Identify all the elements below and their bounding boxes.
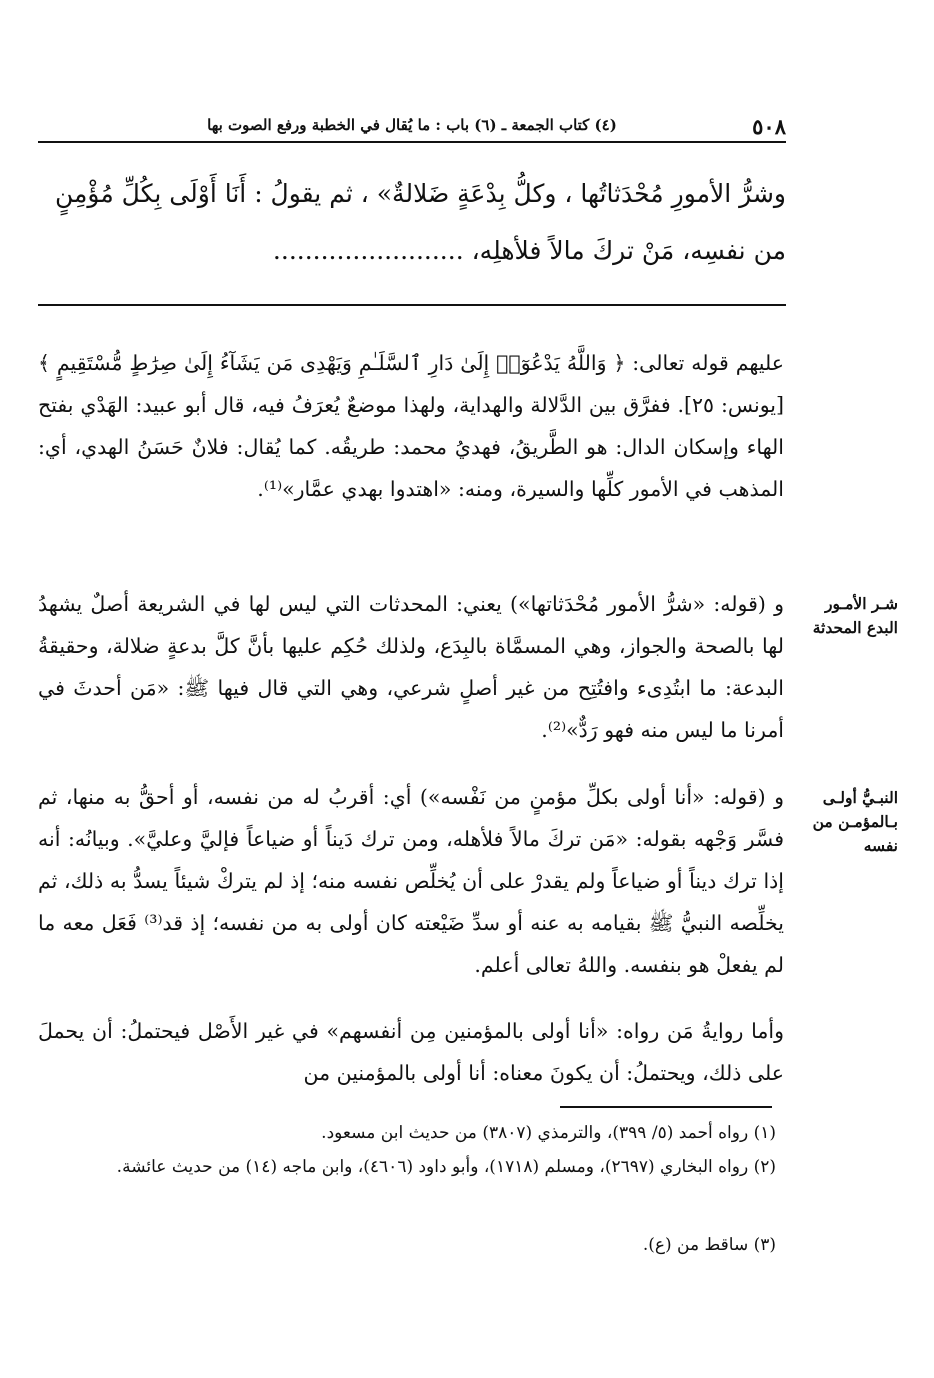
- footnote-2: (٢) رواه البخاري (٢٦٩٧)، ومسلم (١٧١٨)، وأبو داود (٤٦٠٦)، وابن ماجه (١٤) من حديث عائشة.: [116, 1157, 776, 1177]
- hadith-text: [38, 165, 786, 279]
- page-header: [38, 100, 786, 140]
- running-title: (٤) كتاب الجمعة ـ (٦) باب : ما يُقال في الخطبة ورفع الصوت بها: [207, 116, 617, 134]
- commentary-paragraph-1: عليهم قوله تعالى: ﴿ وَاللَّهُ يَدْعُوٓا۟ إِلَىٰ دَارِ ٱلسَّلَـٰمِ وَيَهْدِى مَن يَشَآءُ إِلَىٰ صِرَٰطٍ مُّسْتَقِيمٍ ﴾ [يونس: ٢٥]. ففرَّق بين الدَّلالة والهداية، ولهذا موضعٌ يُعرَفُ فيه، قال أبو عبيد: الهَدْي بفتح الهاء وإسكان الدال: هو الطَّريقُ، فهديُ محمد: طريقُه. كما يُقال: فلانٌ حَسَنُ الهدي، أي: المذهب في الأمور كلِّها والسيرة، ومنه: «اهتدوا بهدي عمَّار»⁽¹⁾.: [38, 351, 784, 501]
- hadith-line-2-text: من نفسِه، مَنْ تركَ مالاً فلأهلِه،: [471, 236, 786, 265]
- footnote-1: (١) رواه أحمد (٥/ ٣٩٩)، والترمذي (٣٨٠٧) من حديث ابن مسعود.: [321, 1123, 776, 1143]
- footnote-3: (٣) ساقط من (ع).: [642, 1235, 776, 1255]
- margin-note-prophet-closer: النبـيُّ أولـى بـالمؤمـن من نفسه: [812, 788, 898, 855]
- commentary-paragraph-2: و (قوله: «شرُّ الأمور مُحْدَثاتها») يعني: المحدثات التي ليس لها في الشريعة أصلٌ يشهدُ لها بالصحة والجواز، وهي المسمَّاة بالبِدَع، ولذلك حُكِم عليها بأنَّ كلَّ بدعةٍ ضلالة، وحقيقةُ البدعة: ما ابتُدِىء وافتُتِح من غير أصلٍ شرعي، وهي التي قال فيها ﷺ: «مَن أحدثَ في أمرنا ما ليس منه فهو رَدٌّ»⁽²⁾.: [38, 592, 784, 742]
- margin-note-innovations: شـر الأمـور البدع المحدثة: [812, 594, 898, 637]
- hadith-line-2: [38, 222, 786, 279]
- commentary-paragraph-3: و (قوله: «أنا أولى بكلِّ مؤمنٍ من نَفْسه») أي: أقربُ له من نفسه، أو أحقُّ به منها، ثم فسَّر وَجْهه بقوله: «مَن تركَ مالاً فلأهله، ومن ترك دَيناً أو ضياعاً فإليَّ وعليَّ». وبيانُه: أنه إذا ترك ديناً أو ضياعاً ولم يقدرْ على أن يُخلِّص نفسه منه؛ إذ لم يتركْ شيئاً يسدُّ به ذلك، ثم يخلِّصه النبيُّ ﷺ بقيامه به عنه أو سدِّ ضَيْعته كان أولى به من نفسه؛ إذ قد⁽³⁾ فَعَل معه ما لم يفعلْ هو بنفسه. واللهُ تعالى أعلم.: [38, 785, 784, 977]
- header-rule: [38, 141, 786, 143]
- section-separator: [38, 304, 786, 306]
- page-number: ٥٠٨: [752, 114, 786, 139]
- ellipsis-dots: ........................: [272, 236, 464, 265]
- hadith-line-1: وشرُّ الأمورِ مُحْدَثاتُها ، وكلُّ بِدْعَةٍ ضَلالةٌ» ، ثم يقولُ : أَنَا أَوْلَى بِكُلِّ مُؤْمِنٍ: [54, 179, 786, 208]
- commentary-paragraph-4: وأما روايةُ مَن رواه: «أنا أولى بالمؤمنين مِن أنفسهم» في غير الأَصْل فيحتملُ: أن يحملَ على ذلك، ويحتملُ: أن يكونَ معناه: أنا أولى بالمؤمنين من: [38, 1019, 784, 1085]
- footnote-rule: [560, 1106, 772, 1108]
